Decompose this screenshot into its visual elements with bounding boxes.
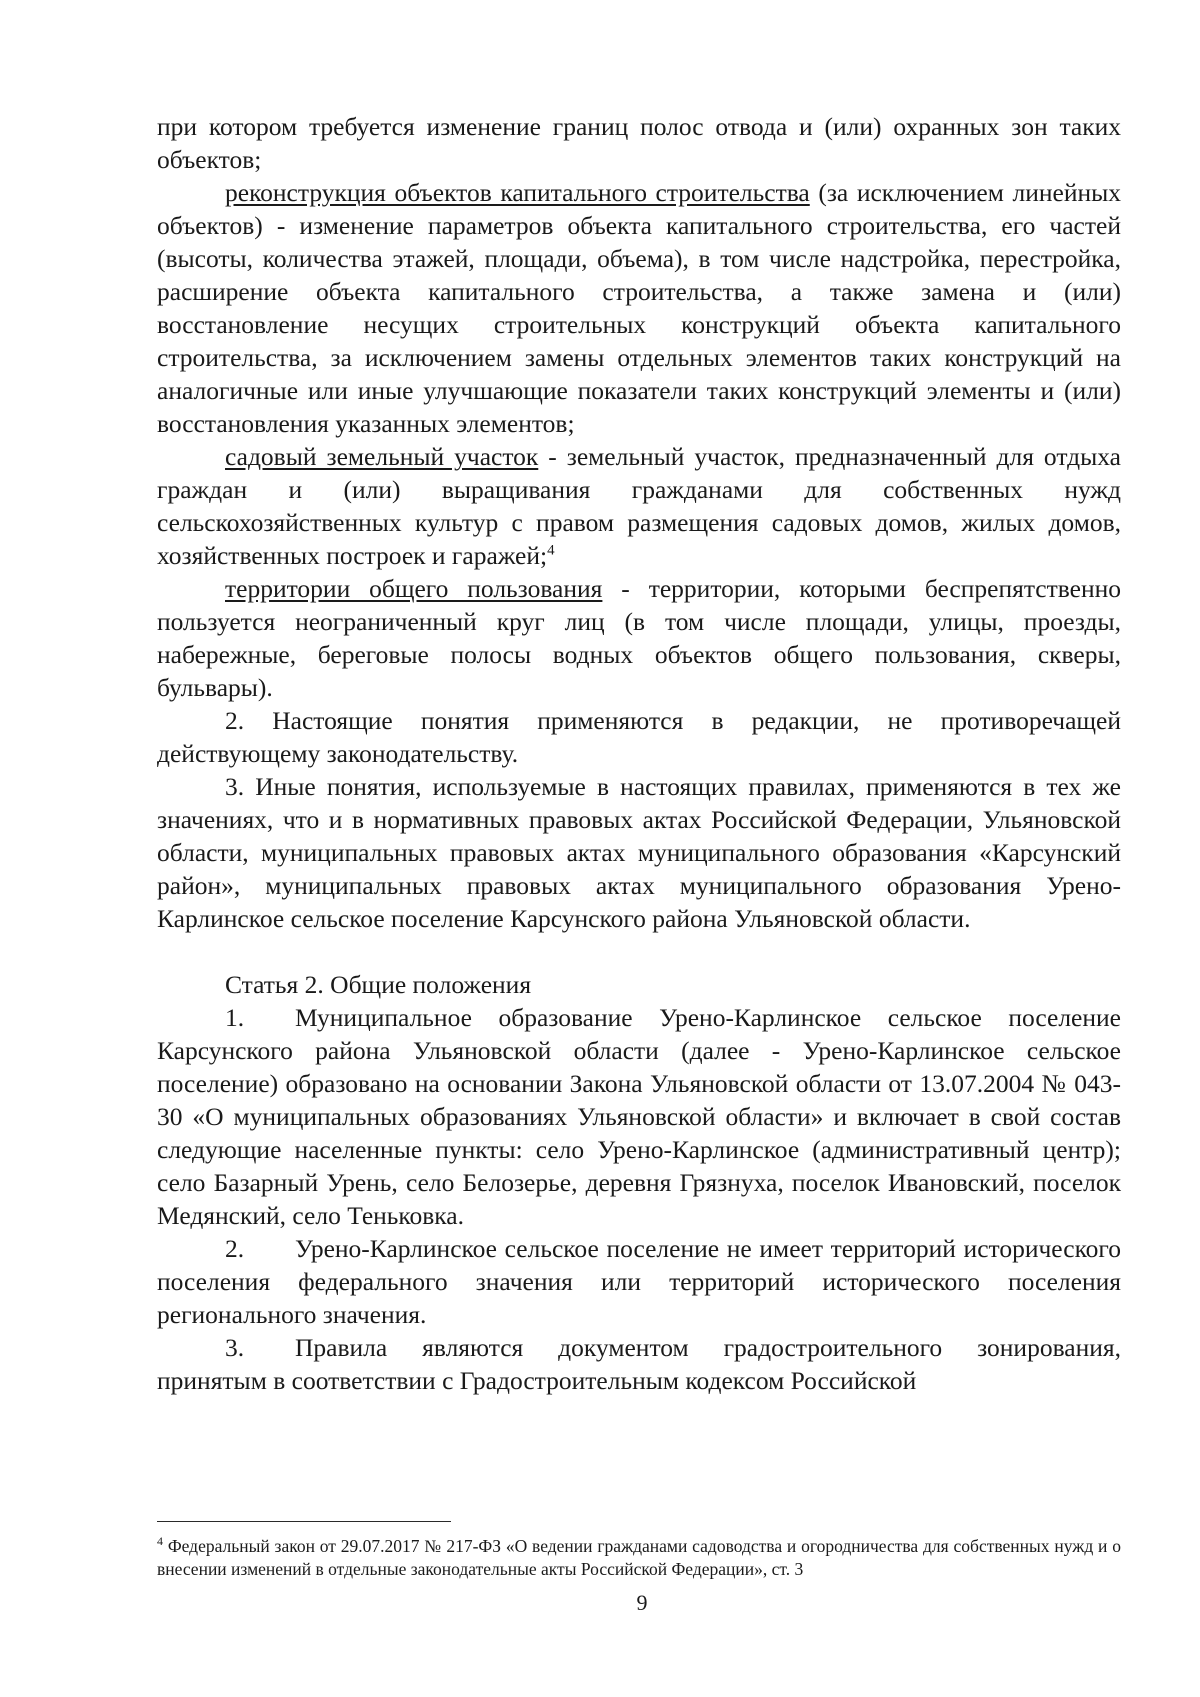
article-item-number: 1.: [225, 1003, 245, 1032]
definition-garden-plot-text: - земельный участок, предназначенный для отдыха граждан и (или) выращивания гражданами для собственных нужд сельскохозяйственных культур с правом размещения садовых домов, жилых домов, хозяйственных построек и гаражей;: [157, 442, 1121, 570]
definition-public-territories-text: - территории, которыми беспрепятственно пользуется неограниченный круг лиц (в том числе площади, улицы, проезды, набережные, береговые полосы водных объектов общего пользования, скверы, бульвары).: [157, 574, 1121, 702]
definition-reconstruction-text: (за исключением линейных объектов) - изменение параметров объекта капитального строительства, его частей (высоты, количества этажей, площади, объема), в том числе надстройка, перестройка, расширение объекта капитального строительства, а также замена и (или) восстановление несущих строительных конструкций объекта капитального строительства, за исключением замены отдельных элементов таких конструкций на аналогичные или иные улучшающие показатели таких конструкций элементы и (или) восстановления указанных элементов;: [157, 178, 1121, 438]
term-public-territories: территории общего пользования: [225, 574, 603, 603]
article-item-number: 2.: [225, 1234, 245, 1263]
definition-public-territories: [157, 572, 1121, 704]
clause-3: 3. Иные понятия, используемые в настоящих правилах, применяются в тех же значениях, что и в нормативных правовых актах Российской Федерации, Ульяновской области, муниципальных правовых актах муниципального образования «Карсунский район», муниципальных правовых актах муниципального образования Урено-Карлинское сельское поселение Карсунского района Ульяновской области.: [157, 772, 1121, 933]
definition-reconstruction: [157, 176, 1121, 440]
footnote-mark: 4: [157, 1534, 163, 1549]
definition-garden-plot: [157, 440, 1121, 572]
article-heading: Статья 2. Общие положения: [225, 970, 532, 999]
article-item-3: [157, 1331, 1121, 1397]
footnote: [157, 1535, 1121, 1581]
clause-2: 2. Настоящие понятия применяются в редакции, не противоречащей действующему законодательству.: [157, 706, 1121, 768]
term-reconstruction: реконструкция объектов капитального строительства: [225, 178, 810, 207]
term-garden-plot: садовый земельный участок: [225, 442, 539, 471]
footnote-reference[interactable]: 4: [547, 542, 555, 559]
article-item-text: Правила являются документом градостроительного зонирования, принятым в соответствии с Градостроительным кодексом Российской: [157, 1333, 1121, 1395]
article-item-2: [157, 1232, 1121, 1331]
article-item-text: Муниципальное образование Урено-Карлинское сельское поселение Карсунского района Ульяновской области (далее - Урено-Карлинское сельское поселение) образовано на основании Закона Ульяновской области от 13.07.2004 № 043-30 «О муниципальных образованиях Ульяновской области» и включает в свой состав следующие населенные пункты: село Урено-Карлинское (административный центр); село Базарный Урень, село Белозерье, деревня Грязнуха, поселок Ивановский, поселок Медянский, село Теньковка.: [157, 1003, 1121, 1230]
article-item-1: [157, 1001, 1121, 1232]
main-text: [157, 110, 1121, 1397]
footnote-text: Федеральный закон от 29.07.2017 № 217-ФЗ «О ведении гражданами садоводства и огородничества для собственных нужд и о внесении изменений в отдельные законодательные акты Российской Федерации», ст. 3: [157, 1536, 1121, 1579]
article-item-text: Урено-Карлинское сельское поселение не имеет территорий исторического поселения федерального значения или территорий исторического поселения регионального значения.: [157, 1234, 1121, 1329]
paragraph-continuation: при котором требуется изменение границ полос отвода и (или) охранных зон таких объектов;: [157, 112, 1121, 174]
footnote-divider: [157, 1521, 451, 1522]
article-item-number: 3.: [225, 1333, 245, 1362]
page-number: 9: [636, 1590, 648, 1615]
